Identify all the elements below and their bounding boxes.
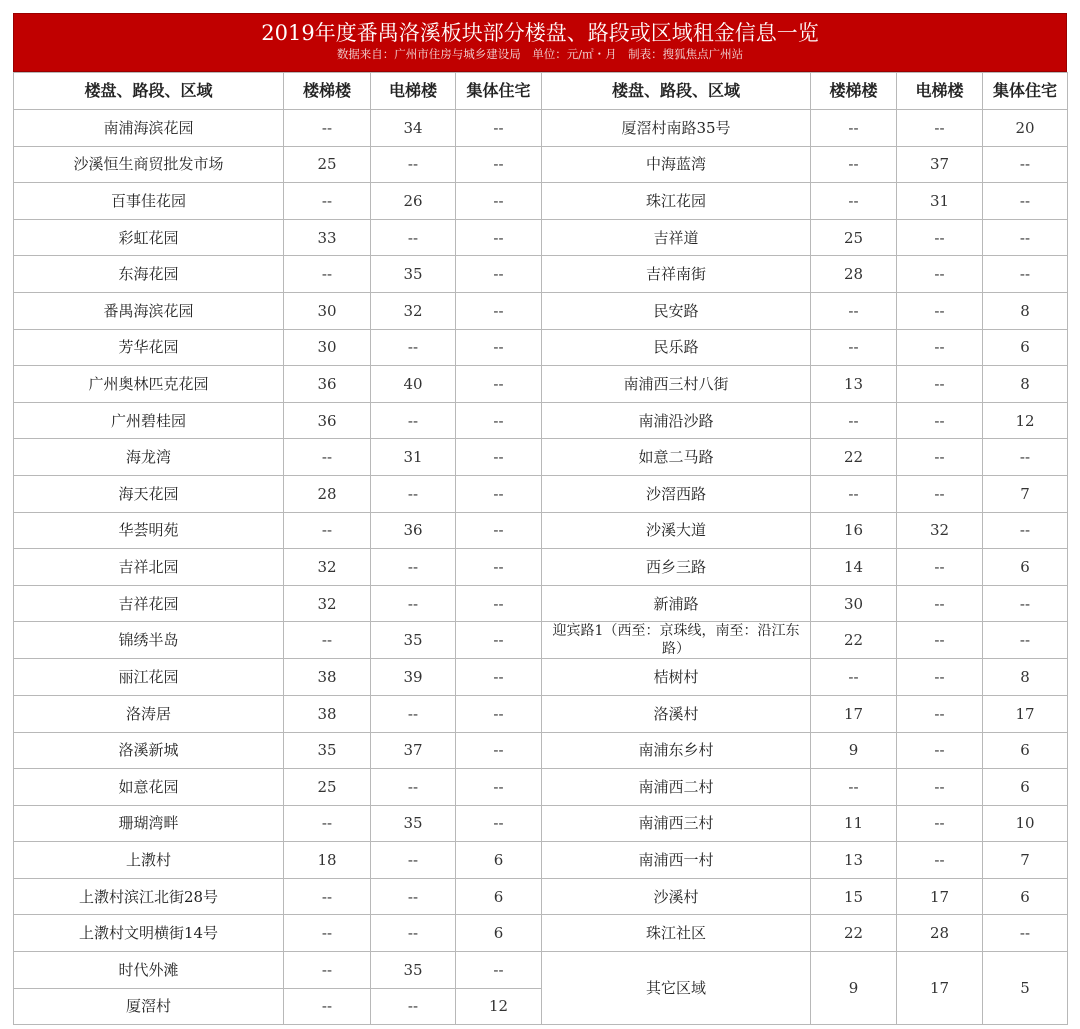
left-elevator-cell: -- (371, 878, 456, 915)
left-collective-cell: 6 (456, 842, 542, 879)
left-name-cell: 厦滘村 (14, 988, 284, 1025)
left-collective-cell: -- (456, 805, 542, 842)
left-elevator-cell: -- (371, 219, 456, 256)
right-elevator-cell: -- (897, 695, 983, 732)
left-stair-cell: -- (284, 805, 371, 842)
left-name-cell: 上漖村文明横街14号 (14, 915, 284, 952)
left-name-cell: 芳华花园 (14, 329, 284, 366)
right-collective-cell: -- (983, 622, 1068, 659)
right-stair-cell: -- (811, 183, 897, 220)
left-elevator-cell: -- (371, 585, 456, 622)
right-stair-cell: 15 (811, 878, 897, 915)
left-name-cell: 海龙湾 (14, 439, 284, 476)
left-name-cell: 洛溪新城 (14, 732, 284, 769)
left-elevator-cell: 35 (371, 952, 456, 989)
left-elevator-cell: 35 (371, 805, 456, 842)
right-collective-cell: -- (983, 439, 1068, 476)
left-stair-cell: 36 (284, 366, 371, 403)
left-elevator-cell: 26 (371, 183, 456, 220)
right-elevator-cell: -- (897, 622, 983, 659)
left-collective-cell: 12 (456, 988, 542, 1025)
table-title: 2019年度番禺洛溪板块部分楼盘、路段或区域租金信息一览 (261, 21, 819, 45)
left-elevator-cell: -- (371, 842, 456, 879)
right-elevator-cell: -- (897, 475, 983, 512)
left-elevator-cell: -- (371, 549, 456, 586)
table-body (14, 110, 1068, 1025)
left-stair-cell: 35 (284, 732, 371, 769)
left-collective-cell: -- (456, 622, 542, 659)
left-name-cell: 番禺海滨花园 (14, 292, 284, 329)
right-stair-cell: 22 (811, 622, 897, 659)
right-stair-cell: -- (811, 475, 897, 512)
table-row (14, 659, 1068, 696)
left-stair-cell: 28 (284, 475, 371, 512)
right-elevator-cell: -- (897, 805, 983, 842)
left-collective-cell: 6 (456, 915, 542, 952)
right-collective-cell: 8 (983, 659, 1068, 696)
right-stair-cell: 30 (811, 585, 897, 622)
left-elevator-cell: 34 (371, 110, 456, 147)
table-subtitle: 数据来自：广州市住房与城乡建设局 单位：元/㎡・月 制表：搜狐焦点广州站 (336, 47, 744, 61)
left-name-cell: 华荟明苑 (14, 512, 284, 549)
right-name-cell: 南浦西一村 (542, 842, 811, 879)
right-elevator-cell: -- (897, 769, 983, 806)
left-collective-cell: -- (456, 219, 542, 256)
right-collective-cell: 17 (983, 695, 1068, 732)
header-elevator-right: 电梯楼 (897, 73, 983, 110)
right-elevator-cell: -- (897, 402, 983, 439)
left-stair-cell: 32 (284, 549, 371, 586)
left-elevator-cell: 32 (371, 292, 456, 329)
left-stair-cell: -- (284, 988, 371, 1025)
left-elevator-cell: -- (371, 769, 456, 806)
right-elevator-cell: 17 (897, 952, 983, 1025)
header-collective-right: 集体住宅 (983, 73, 1068, 110)
right-elevator-cell: -- (897, 292, 983, 329)
left-name-cell: 百事佳花园 (14, 183, 284, 220)
right-stair-cell: 13 (811, 842, 897, 879)
left-name-cell: 吉祥北园 (14, 549, 284, 586)
right-name-cell: 厦滘村南路35号 (542, 110, 811, 147)
right-name-cell: 珠江社区 (542, 915, 811, 952)
left-elevator-cell: -- (371, 915, 456, 952)
right-elevator-cell: -- (897, 732, 983, 769)
right-stair-cell: 9 (811, 952, 897, 1025)
right-name-cell: 沙溪大道 (542, 512, 811, 549)
left-stair-cell: -- (284, 878, 371, 915)
left-collective-cell: -- (456, 585, 542, 622)
left-name-cell: 广州碧桂园 (14, 402, 284, 439)
table-row (14, 183, 1068, 220)
left-name-cell: 洛涛居 (14, 695, 284, 732)
left-collective-cell: -- (456, 146, 542, 183)
table-row (14, 878, 1068, 915)
left-collective-cell: -- (456, 952, 542, 989)
left-collective-cell: -- (456, 366, 542, 403)
header-stair-left: 楼梯楼 (284, 73, 371, 110)
left-name-cell: 东海花园 (14, 256, 284, 293)
right-stair-cell: 14 (811, 549, 897, 586)
right-stair-cell: -- (811, 292, 897, 329)
right-collective-cell: 6 (983, 878, 1068, 915)
left-stair-cell: 25 (284, 769, 371, 806)
left-name-cell: 彩虹花园 (14, 219, 284, 256)
right-elevator-cell: -- (897, 585, 983, 622)
table-row (14, 402, 1068, 439)
right-name-cell: 吉祥南街 (542, 256, 811, 293)
right-elevator-cell: -- (897, 329, 983, 366)
right-collective-cell: 10 (983, 805, 1068, 842)
right-stair-cell: 22 (811, 439, 897, 476)
left-name-cell: 沙溪恒生商贸批发市场 (14, 146, 284, 183)
right-stair-cell: -- (811, 402, 897, 439)
right-collective-cell: -- (983, 256, 1068, 293)
left-elevator-cell: 36 (371, 512, 456, 549)
rent-table-container (13, 13, 1067, 1025)
right-elevator-cell: 31 (897, 183, 983, 220)
table-row (14, 769, 1068, 806)
table-row (14, 585, 1068, 622)
right-collective-cell: 6 (983, 769, 1068, 806)
left-collective-cell: -- (456, 256, 542, 293)
left-collective-cell: -- (456, 183, 542, 220)
left-elevator-cell: -- (371, 988, 456, 1025)
right-elevator-cell: -- (897, 110, 983, 147)
table-row (14, 549, 1068, 586)
left-elevator-cell: -- (371, 146, 456, 183)
right-collective-cell: 20 (983, 110, 1068, 147)
header-row (14, 73, 1068, 110)
right-stair-cell: -- (811, 769, 897, 806)
right-name-cell: 南浦沿沙路 (542, 402, 811, 439)
right-name-cell: 民乐路 (542, 329, 811, 366)
right-name-cell: 新浦路 (542, 585, 811, 622)
left-stair-cell: -- (284, 439, 371, 476)
right-stair-cell: 11 (811, 805, 897, 842)
table-row (14, 842, 1068, 879)
left-stair-cell: -- (284, 110, 371, 147)
left-name-cell: 时代外滩 (14, 952, 284, 989)
table-row (14, 732, 1068, 769)
left-name-cell: 南浦海滨花园 (14, 110, 284, 147)
left-elevator-cell: 37 (371, 732, 456, 769)
left-name-cell: 海天花园 (14, 475, 284, 512)
left-name-cell: 上漖村滨江北街28号 (14, 878, 284, 915)
left-collective-cell: -- (456, 329, 542, 366)
left-name-cell: 锦绣半岛 (14, 622, 284, 659)
right-name-cell: 南浦西三村八街 (542, 366, 811, 403)
right-stair-cell: 9 (811, 732, 897, 769)
right-collective-cell: -- (983, 585, 1068, 622)
left-stair-cell: -- (284, 512, 371, 549)
right-name-cell: 中海蓝湾 (542, 146, 811, 183)
right-collective-cell: 7 (983, 842, 1068, 879)
right-name-cell: 其它区域 (542, 952, 811, 1025)
left-elevator-cell: -- (371, 329, 456, 366)
right-elevator-cell: -- (897, 659, 983, 696)
right-stair-cell: -- (811, 659, 897, 696)
right-stair-cell: 16 (811, 512, 897, 549)
right-collective-cell: 6 (983, 732, 1068, 769)
right-collective-cell: -- (983, 915, 1068, 952)
right-elevator-cell: -- (897, 439, 983, 476)
right-name-cell: 民安路 (542, 292, 811, 329)
right-name-cell: 沙滘西路 (542, 475, 811, 512)
left-elevator-cell: -- (371, 695, 456, 732)
left-stair-cell: -- (284, 915, 371, 952)
table-row (14, 366, 1068, 403)
table-row (14, 952, 1068, 989)
left-stair-cell: 38 (284, 695, 371, 732)
right-collective-cell: 8 (983, 292, 1068, 329)
table-row (14, 439, 1068, 476)
right-name-cell: 吉祥道 (542, 219, 811, 256)
left-stair-cell: -- (284, 256, 371, 293)
left-stair-cell: -- (284, 952, 371, 989)
right-stair-cell: -- (811, 146, 897, 183)
left-elevator-cell: 35 (371, 256, 456, 293)
right-elevator-cell: -- (897, 256, 983, 293)
right-collective-cell: 6 (983, 549, 1068, 586)
left-stair-cell: 32 (284, 585, 371, 622)
table-row (14, 219, 1068, 256)
left-elevator-cell: 31 (371, 439, 456, 476)
left-name-cell: 吉祥花园 (14, 585, 284, 622)
right-collective-cell: -- (983, 219, 1068, 256)
left-elevator-cell: -- (371, 402, 456, 439)
left-stair-cell: 25 (284, 146, 371, 183)
table-row (14, 475, 1068, 512)
left-elevator-cell: 39 (371, 659, 456, 696)
right-stair-cell: -- (811, 110, 897, 147)
right-name-cell: 迎宾路1（西至：京珠线，南至：沿江东路） (542, 622, 811, 659)
right-stair-cell: -- (811, 329, 897, 366)
header-stair-right: 楼梯楼 (811, 73, 897, 110)
left-collective-cell: -- (456, 292, 542, 329)
header-name-left: 楼盘、路段、区域 (14, 73, 284, 110)
table-row (14, 512, 1068, 549)
right-collective-cell: -- (983, 146, 1068, 183)
right-elevator-cell: 17 (897, 878, 983, 915)
header-name-right: 楼盘、路段、区域 (542, 73, 811, 110)
header-collective-left: 集体住宅 (456, 73, 542, 110)
right-elevator-cell: -- (897, 219, 983, 256)
table-row (14, 292, 1068, 329)
left-collective-cell: -- (456, 659, 542, 696)
right-stair-cell: 22 (811, 915, 897, 952)
right-collective-cell: 6 (983, 329, 1068, 366)
right-stair-cell: 25 (811, 219, 897, 256)
left-stair-cell: 36 (284, 402, 371, 439)
left-name-cell: 丽江花园 (14, 659, 284, 696)
right-name-cell: 桔树村 (542, 659, 811, 696)
right-name-cell: 南浦西二村 (542, 769, 811, 806)
left-elevator-cell: 35 (371, 622, 456, 659)
left-name-cell: 广州奥林匹克花园 (14, 366, 284, 403)
left-name-cell: 如意花园 (14, 769, 284, 806)
right-name-cell: 如意二马路 (542, 439, 811, 476)
left-stair-cell: 30 (284, 329, 371, 366)
left-collective-cell: -- (456, 695, 542, 732)
left-collective-cell: -- (456, 110, 542, 147)
left-stair-cell: -- (284, 183, 371, 220)
right-elevator-cell: -- (897, 549, 983, 586)
left-collective-cell: -- (456, 475, 542, 512)
right-name-cell: 洛溪村 (542, 695, 811, 732)
left-name-cell: 珊瑚湾畔 (14, 805, 284, 842)
left-collective-cell: 6 (456, 878, 542, 915)
right-stair-cell: 17 (811, 695, 897, 732)
left-stair-cell: 18 (284, 842, 371, 879)
right-collective-cell: 7 (983, 475, 1068, 512)
left-collective-cell: -- (456, 732, 542, 769)
left-collective-cell: -- (456, 512, 542, 549)
rent-table (13, 72, 1068, 1025)
right-collective-cell: 8 (983, 366, 1068, 403)
left-collective-cell: -- (456, 402, 542, 439)
left-stair-cell: 30 (284, 292, 371, 329)
table-row (14, 110, 1068, 147)
table-row (14, 695, 1068, 732)
right-collective-cell: 12 (983, 402, 1068, 439)
right-name-cell: 西乡三路 (542, 549, 811, 586)
left-collective-cell: -- (456, 769, 542, 806)
title-banner (13, 13, 1067, 72)
right-name-cell: 珠江花园 (542, 183, 811, 220)
right-elevator-cell: -- (897, 842, 983, 879)
table-row (14, 329, 1068, 366)
table-row (14, 256, 1068, 293)
left-collective-cell: -- (456, 549, 542, 586)
table-row (14, 146, 1068, 183)
right-elevator-cell: 32 (897, 512, 983, 549)
right-name-cell: 南浦西三村 (542, 805, 811, 842)
right-elevator-cell: -- (897, 366, 983, 403)
left-stair-cell: -- (284, 622, 371, 659)
right-collective-cell: -- (983, 183, 1068, 220)
left-stair-cell: 38 (284, 659, 371, 696)
right-collective-cell: 5 (983, 952, 1068, 1025)
right-name-cell: 南浦东乡村 (542, 732, 811, 769)
right-elevator-cell: 28 (897, 915, 983, 952)
right-name-cell: 沙溪村 (542, 878, 811, 915)
left-elevator-cell: -- (371, 475, 456, 512)
table-row (14, 622, 1068, 659)
left-name-cell: 上漖村 (14, 842, 284, 879)
left-elevator-cell: 40 (371, 366, 456, 403)
table-row (14, 915, 1068, 952)
right-stair-cell: 13 (811, 366, 897, 403)
table-row (14, 805, 1068, 842)
left-collective-cell: -- (456, 439, 542, 476)
header-elevator-left: 电梯楼 (371, 73, 456, 110)
right-stair-cell: 28 (811, 256, 897, 293)
right-elevator-cell: 37 (897, 146, 983, 183)
left-stair-cell: 33 (284, 219, 371, 256)
right-collective-cell: -- (983, 512, 1068, 549)
